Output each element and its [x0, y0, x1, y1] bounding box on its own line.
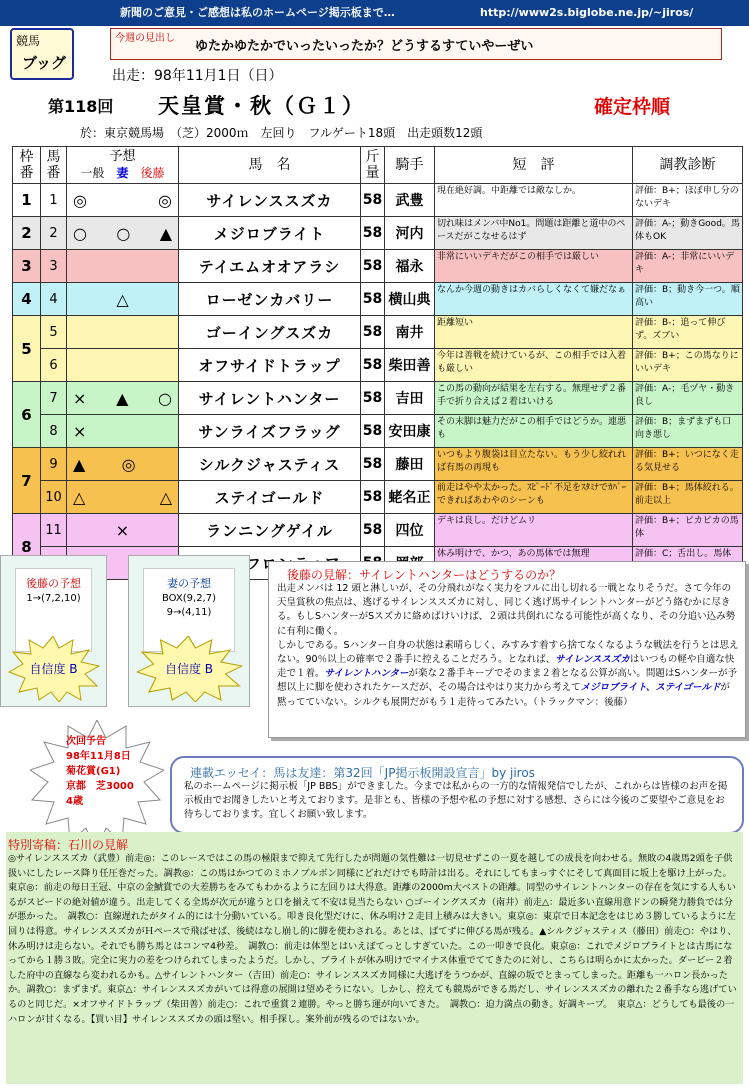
header-pred-goto: 後藤 [140, 166, 165, 180]
analysis-p2d: が黙ってていない。シルクも展開だがもう１走待ってみたい。（トラックマン：後藤） [277, 682, 730, 708]
table-row [13, 184, 743, 217]
horse-number: 3 [41, 250, 67, 283]
prediction-marks [67, 250, 179, 283]
training-diagnosis: 評価：B+；いつになく走る気見せる [633, 448, 743, 481]
weight: 58 [361, 349, 385, 382]
table-row [13, 250, 743, 283]
table-row [13, 349, 743, 382]
horse-name: オフサイドトラップ [179, 349, 361, 382]
mark-wife: × [115, 520, 130, 540]
special-body: ◎サイレンススズカ（武豊）前走◎：このレースではこの馬の極限まで抑えて先行したが問題の気性難は一切見せずこの一夏を越しての成長を向わせる。無敗の4歳馬2頭を子供扱いにしたレース降り任圧巻だった。調教◎：この馬はかつてのミホノブルボン同様にどれだけでも時計は出る。それにしてもまっすぐにそして真面目に坂上を駆け上がった。東京◎：前走の毎日王冠、中京の金鯱賞での大差勝ちをみてもわかるように左回りは大得意。距離の2000m大ベストの距離。同型のサイレントハンターの存在を気にする人もいるがスピードの絶対値が違う。出走してくる全馬が次元が違うと口を揃えて不安は見当たらない ○ゴーイングスズカ（南井）前走△：最近多い直線用意ドンの瞬発力勝負では分が悪かった。 調教○：直線遅れたがタイム的には十分動いている。叩き良化型だけに、休み明け２走目上積みは大きい。東京◎：東京で日本記念をはじめ３勝しているように左回りは得意。サイレンススズカがＨペースで飛ばせば、後続はなし崩し的に脚を使わされる。あとは、ばてずに伸びる馬が残る。▲シルクジャスティス（藤田）前走○：やはり、休み明けは走らない。それでも勝ち馬とはコンマ4秒差。 調教○：前走は体型とはいえぼてっとしすぎていた。この一叩きで良化。東京◎：これでメジロブライトとは古馬になってから１勝３敗。完全に実力の差をつけられてしまったようだ。しかし、ブライトが休み明けでマイナス体重でててきたのに対し、こちらは明らかに太かった。ダービー２着した府中の直線なら変われるかも。△サイレントハンター（吉田）前走○：サイレンススズカ同様に大逃げをうつかが、直線の坂でとまってしまった。距離も一ハロン長かったか。調教○：まずまず。東京△：サイレンススズカがいては得意の展開は望めそうにない。しかし、控えても競馬ができる馬だし、サイレンススズカの離れた２番手なら逃げているのと同じだ。×オフサイドトラップ（柴田善）前走○：これで重賞２連勝。やっと勝ち運が向いてきた。 調教○：迫力満点の動き。好調キープ。 東京△：どうしても最後の一ハロンが甘くなる。【買い目】サイレンススズカの頭は堅い。相手探し。案外前が残るのではないか。 [8, 853, 737, 1025]
jockey: 武豊 [385, 184, 435, 217]
confirmed-status: 確定枠順 [594, 96, 671, 118]
next-date: 98年11月8日 [66, 751, 131, 762]
wife-confidence-star [135, 636, 243, 702]
short-comment: その末脚は魅力だがこの相手ではどうか。連悪も [435, 415, 633, 448]
essay-body: 私のホームページに掲示板「JP BBS」ができました。今までは私からの一方的な情報発信でしたが、これからは皆様のお声を掲示板由でお聞きしたいと考えております。是非とも、皆様の予想や私の予想に対する感想、さらには今後のご要望やご意見をお待ちしております。宜しくお願い致します。 [184, 781, 728, 820]
banner-text: 新聞のご意見・ご感想は私のホームページ掲示板まで… [120, 6, 395, 19]
top-banner [0, 0, 749, 26]
header-weight: 斤量 [361, 147, 385, 184]
mark-goto: ◎ [158, 190, 172, 210]
short-comment: デキは良し。だけどムリ [435, 514, 633, 547]
race-date: 出走：98年11月1日（日） [112, 68, 283, 84]
logo-line1: 競馬 [16, 34, 41, 48]
jockey: 福永 [385, 250, 435, 283]
frame-number: 3 [13, 250, 41, 283]
header-pred-general: 一般 [80, 166, 105, 180]
next-course: 京都 芝3000 [66, 781, 134, 792]
goto-pred-line1: 1→(7,2,10) [26, 593, 81, 604]
wife-pred-line2: 9→(4,11) [166, 607, 212, 618]
horse-name: サイレンススズカ [179, 184, 361, 217]
prediction-marks [67, 283, 179, 316]
training-diagnosis: 評価：B+；ピカピカの馬体 [633, 514, 743, 547]
training-diagnosis: 評価：B+；この馬なりにいいデキ [633, 349, 743, 382]
horse-number: 6 [41, 349, 67, 382]
next-age: 4歳 [66, 796, 83, 807]
analysis-hl3: メジロブライト、ステイゴールド [580, 682, 721, 694]
jockey: 安田康 [385, 415, 435, 448]
horse-number: 9 [41, 448, 67, 481]
horse-name: シルクジャスティス [179, 448, 361, 481]
prediction-marks [67, 382, 179, 415]
goto-confidence-star [7, 636, 100, 702]
weight: 58 [361, 481, 385, 514]
weight: 58 [361, 283, 385, 316]
horse-number: 11 [41, 514, 67, 547]
headline-box [110, 28, 722, 60]
table-header [13, 147, 743, 184]
goto-prediction-box [0, 555, 107, 707]
homepage-link[interactable]: http://www2s.biglobe.ne.jp/~jiros/ [480, 6, 694, 19]
table-row [13, 514, 743, 547]
prediction-marks [67, 481, 179, 514]
prediction-marks [67, 184, 179, 217]
jockey: 藤田 [385, 448, 435, 481]
mark-goto: ▲ [159, 223, 172, 243]
mark-general: ○ [73, 223, 87, 243]
short-comment: なんか今週の動きはカバらしくなくて嫌だなぁ [435, 283, 633, 316]
special-title: 特別寄稿：石川の見解 [8, 838, 129, 852]
mark-general: ◎ [73, 190, 87, 210]
prediction-marks [67, 514, 179, 547]
training-diagnosis: 評価：B；動き今一つ。順高い [633, 283, 743, 316]
analysis-p2a: しかしである。Sハンター自身の状態は素晴らしく、みすみす着すら捨てなくなるような戦法を行うとは思えない。90％以上の確率で２番手に控えることだろう。となれば、 [277, 639, 739, 666]
wife-pred-line1: BOX(9,2,7) [161, 593, 216, 604]
frame-number: 7 [13, 448, 41, 514]
race-number: 第118回 [48, 97, 114, 116]
training-diagnosis: 評価：B+；馬体絞れる。前走以上 [633, 481, 743, 514]
header-comment: 短 評 [435, 147, 633, 184]
frame-number: 8 [13, 514, 41, 580]
prediction-marks [67, 217, 179, 250]
short-comment: 今年は善戦を続けているが、この相手では入着も厳しい [435, 349, 633, 382]
analysis-body [277, 582, 739, 710]
weight: 58 [361, 448, 385, 481]
analysis-title: 後藤の見解：サイレントハンターはどうするのか？ [287, 568, 562, 582]
special-contribution [6, 832, 743, 1084]
frame-number: 2 [13, 217, 41, 250]
logo [10, 28, 74, 80]
horse-name: ランニングゲイル [179, 514, 361, 547]
table-row [13, 217, 743, 250]
mark-general: × [73, 388, 87, 408]
horse-number: 10 [41, 481, 67, 514]
wife-confidence: 自信度 B [164, 662, 214, 676]
training-diagnosis: 評価：B+；ほぼ申し分のないデキ [633, 184, 743, 217]
next-race: 菊花賞(G1) [66, 766, 121, 777]
mark-goto: △ [159, 487, 172, 507]
horse-name: メジロブライト [179, 217, 361, 250]
header-prediction [67, 147, 179, 184]
goto-pred-title: 後藤の予想 [26, 577, 81, 590]
header-pred-wife: 妻 [116, 166, 129, 180]
frame-number: 5 [13, 316, 41, 382]
jockey: 南井 [385, 316, 435, 349]
training-diagnosis: 評価：A-；毛ヅヤ・動き良し [633, 382, 743, 415]
short-comment: 距離短い [435, 316, 633, 349]
entries-table [12, 146, 743, 580]
race-name: 天皇賞・秋（Ｇ１） [158, 94, 365, 118]
short-comment: 非常にいいデキだがこの相手では厳しい [435, 250, 633, 283]
prediction-marks [67, 349, 179, 382]
prediction-marks [67, 415, 179, 448]
jockey: 四位 [385, 514, 435, 547]
short-comment: 切れ味はメンバ中No1。問題は距離と道中のペースだがこなせるはず [435, 217, 633, 250]
weight: 58 [361, 415, 385, 448]
table-row [13, 283, 743, 316]
analysis-p1: 出走メンバは 12 頭と淋しいが、その分飛れがなく実力をフルに出し切れる一戦となりそうだ。さて今年の天皇賞秋の焦点は、逃げるサイレンススズカに対し、同じく逃げ馬サイレントハンターがどう絡むかに尽きる。もしSハンターがSスズカに絡めばけいけば、２頭は共倒れになる可能性が高くなり、その分追い込み勢に有利に働く。 [277, 583, 736, 637]
mark-general: × [73, 421, 87, 441]
mark-general: △ [73, 487, 86, 507]
wife-prediction-box [128, 555, 250, 707]
jockey: 横山典 [385, 283, 435, 316]
essay-title: 連載エッセイ：馬は友達：第32回「JP掲示板開設宣言」by jiros [190, 766, 535, 780]
horse-number: 2 [41, 217, 67, 250]
mark-goto: ○ [158, 388, 172, 408]
header-pred-title: 予想 [109, 149, 136, 164]
wife-pred-title: 妻の予想 [167, 577, 211, 590]
frame-number: 6 [13, 382, 41, 448]
weight: 58 [361, 382, 385, 415]
header-frame: 枠番 [13, 147, 41, 184]
mark-wife: △ [116, 289, 129, 309]
frame-number: 4 [13, 283, 41, 316]
next-title: 次回予告 [66, 736, 106, 747]
goto-confidence: 自信度 B [29, 662, 78, 676]
prediction-marks [67, 316, 179, 349]
horse-name: ローゼンカバリー [179, 283, 361, 316]
analysis-p2b: はいつもの軽や自適な快走で１着。 [277, 654, 735, 680]
essay-box [170, 756, 744, 834]
horse-name: サイレントハンター [179, 382, 361, 415]
analysis-hl1: サイレンススズカ [555, 654, 630, 666]
logo-line2: ブッグ [22, 54, 66, 72]
horse-name: ゴーイングスズカ [179, 316, 361, 349]
analysis-hl2: サイレントハンター [324, 668, 409, 680]
header-name: 馬 名 [179, 147, 361, 184]
short-comment: 現在絶好調。中距離では敵なしか。 [435, 184, 633, 217]
horse-number: 7 [41, 382, 67, 415]
table-row [13, 415, 743, 448]
header-jockey: 騎手 [385, 147, 435, 184]
jockey: 吉田 [385, 382, 435, 415]
short-comment: 前走はやや太かった。ｽﾋﾟｰﾄﾞ不足をｽﾀﾐﾅでｶﾊﾞｰできればあわやのシーンも [435, 481, 633, 514]
horse-number: 5 [41, 316, 67, 349]
race-details: 於：東京競馬場 （芝）2000ｍ 左回り フルゲート18頭 出走頭数12頭 [80, 126, 483, 140]
training-diagnosis: 評価：B-；追って伸びず。ズブい [633, 316, 743, 349]
training-diagnosis: 評価：A-；動きGood。馬体もOK [633, 217, 743, 250]
weight: 58 [361, 514, 385, 547]
short-comment: 休み明けで、かつ、あの馬体では無理 [435, 547, 633, 580]
table-row [13, 481, 743, 514]
analysis-p2c: が楽な２番手キープでそのまま２着となる公算が高い。問題はSハンターが予想以上に脚を使わされたケースだが、その場合はやはり実力から考えて [277, 668, 738, 694]
horse-name: ステイゴールド [179, 481, 361, 514]
frame-number: 1 [13, 184, 41, 217]
training-diagnosis: 評価：B；まずまずも口向き悪し [633, 415, 743, 448]
training-diagnosis: 評価：C；舌出し。馬体 [633, 547, 743, 580]
short-comment: この馬の動向が結果を左右する。無理せず２番手で折り合えば２着はいける [435, 382, 633, 415]
table-row [13, 382, 743, 415]
jockey: 河内 [385, 217, 435, 250]
horse-name: サンライズフラッグ [179, 415, 361, 448]
prediction-marks [67, 448, 179, 481]
mark-wife: ▲ [116, 388, 129, 408]
table-row [13, 316, 743, 349]
horse-number: 4 [41, 283, 67, 316]
table-row [13, 448, 743, 481]
jockey: 蛯名正 [385, 481, 435, 514]
mark-wife: ○ [116, 223, 131, 243]
weight: 58 [361, 184, 385, 217]
goto-analysis [268, 561, 746, 738]
horse-name: テイエムオオアラシ [179, 250, 361, 283]
weight: 58 [361, 217, 385, 250]
short-comment: いつもより腹袋は目立たない。もう少し絞れれば有馬の再現も [435, 448, 633, 481]
weight: 58 [361, 250, 385, 283]
headline-text: ゆたかゆたかでいったいったか？どうするすていやーぜい [195, 39, 534, 54]
mark-general: ▲ [73, 454, 86, 474]
headline-label: 今週の見出し [115, 33, 175, 44]
mark-wife: ◎ [121, 454, 136, 474]
training-diagnosis: 評価：A-；非常にいいデキ [633, 250, 743, 283]
horse-number: 1 [41, 184, 67, 217]
weight: 58 [361, 316, 385, 349]
header-no: 馬番 [41, 147, 67, 184]
horse-number: 8 [41, 415, 67, 448]
jockey: 柴田善 [385, 349, 435, 382]
header-training: 調教診断 [633, 147, 743, 184]
